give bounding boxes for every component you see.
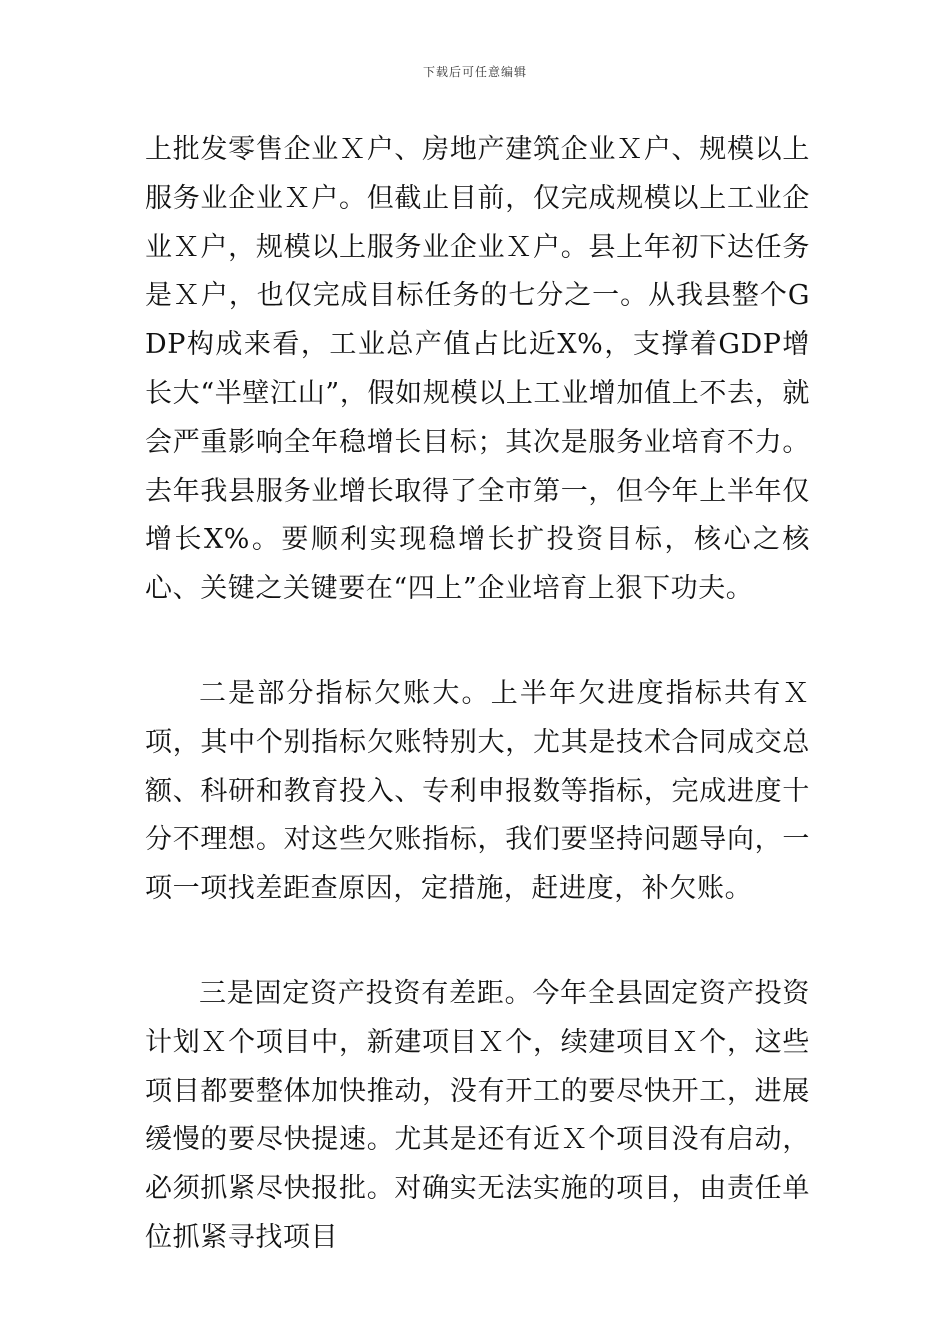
paragraph-fixed-asset-investment: 三是固定资产投资有差距。今年全县固定资产投资计划Ｘ个项目中，新建项目Ｘ个，续建项目Ｘ个，这些项目都要整体加快推动，没有开工的要尽快开工，进展缓慢的要尽快提速。尤其是还有近Ｘ个项目没有启动，必须抓紧尽快报批。对确实无法实施的项目，由责任单位抓紧寻找项目 xyxy=(145,977,810,1253)
page-header-note: 下载后可任意编辑 xyxy=(422,65,527,79)
paragraph-gap xyxy=(145,914,810,970)
paragraph-gap xyxy=(145,614,810,670)
paragraph-indicator-arrears: 二是部分指标欠账大。上半年欠进度指标共有Ｘ项，其中个别指标欠账特别大，尤其是技术合同成交总额、科研和教育投入、专利申报数等指标，完成进度十分不理想。对这些欠账指标，我们要坚持问题导向，一项一项找差距查原因，定措施，赶进度，补欠账。 xyxy=(145,677,810,905)
document-body xyxy=(145,126,810,1263)
paragraph-continuation: 上批发零售企业Ｘ户、房地产建筑企业Ｘ户、规模以上服务业企业Ｘ户。但截止目前，仅完成规模以上工业企业Ｘ户，规模以上服务业企业Ｘ户。县上年初下达任务是Ｘ户，也仅完成目标任务的七分之一。从我县整个GDP构成来看，工业总产值占比近X%，支撑着GDP增长大“半壁江山”，假如规模以上工业增加值上不去，就会严重影响全年稳增长目标；其次是服务业培育不力。去年我县服务业增长取得了全市第一，但今年上半年仅增长X%。要顺利实现稳增长扩投资目标，核心之核心、关键之关键要在“四上”企业培育上狠下功夫。 xyxy=(145,134,810,605)
